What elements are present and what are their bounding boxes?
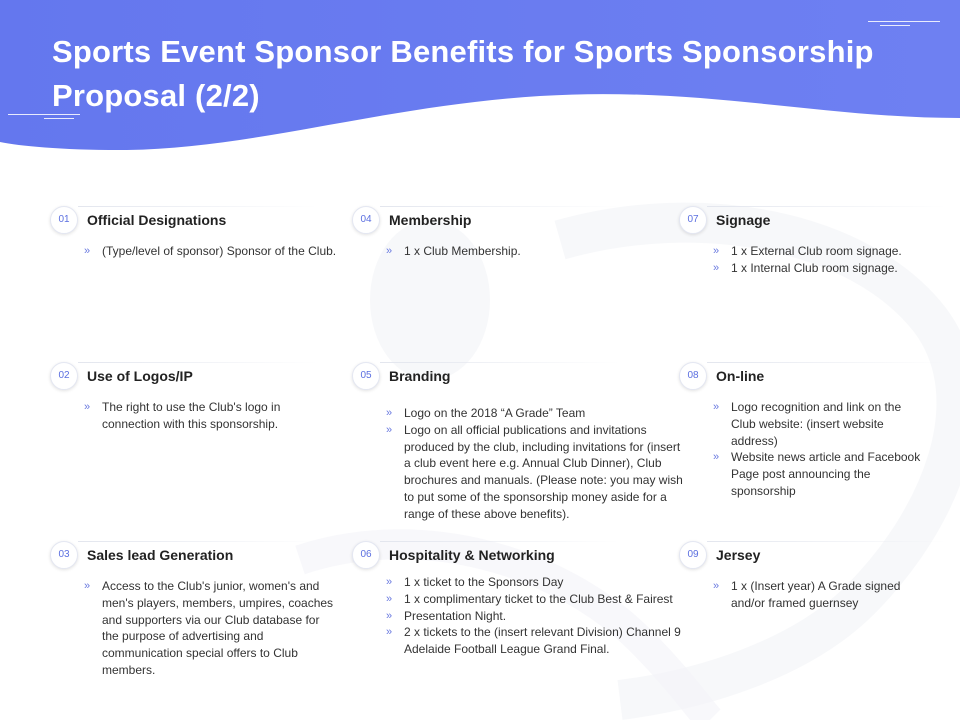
bullet-text: Logo on all official publications and invitations produced by the club, including invitations for (insert a club event here e.g. Annual Club Dinner), Club brochures and manuals. (Please note: you may wish to put some of the sponsorship money aside for a range of these above benefits). bbox=[404, 422, 683, 521]
bullet-item bbox=[713, 578, 923, 612]
heading-divider bbox=[707, 541, 947, 542]
bullet-item bbox=[386, 624, 686, 658]
bullet-list bbox=[713, 578, 923, 612]
bullet-text: 1 x Club Membership. bbox=[404, 244, 521, 258]
chevron-double-right-icon: » bbox=[713, 451, 720, 464]
bullet-item bbox=[386, 591, 686, 608]
chevron-double-right-icon: » bbox=[386, 576, 393, 588]
bullet-text: Access to the Club's junior, women's and men's players, members, umpires, coaches and supporters via our Club database for the purpose of advertising and communication special offers to Club members. bbox=[102, 579, 334, 677]
bullet-list bbox=[386, 574, 686, 658]
chevron-double-right-icon: » bbox=[386, 609, 393, 622]
bullet-item bbox=[84, 578, 339, 679]
item-number-badge: 01 bbox=[50, 206, 78, 234]
chevron-double-right-icon: » bbox=[386, 592, 393, 605]
bullet-item bbox=[713, 243, 923, 260]
bullet-list bbox=[386, 405, 686, 523]
heading-divider bbox=[78, 541, 318, 542]
bullet-item bbox=[386, 243, 686, 260]
bullet-text: The right to use the Club's logo in connection with this sponsorship. bbox=[102, 400, 281, 431]
item-heading: Sales lead Generation bbox=[87, 547, 234, 563]
decorative-line bbox=[880, 25, 910, 26]
bullet-item bbox=[386, 405, 686, 422]
bullet-list bbox=[84, 399, 339, 433]
bullet-list bbox=[84, 243, 339, 260]
heading-divider bbox=[380, 362, 620, 363]
item-heading: Use of Logos/IP bbox=[87, 368, 193, 384]
heading-divider bbox=[78, 362, 318, 363]
item-heading: On-line bbox=[716, 368, 765, 384]
heading-divider bbox=[380, 206, 620, 207]
chevron-double-right-icon: » bbox=[713, 580, 720, 592]
chevron-double-right-icon: » bbox=[84, 401, 91, 413]
item-number-badge: 09 bbox=[679, 541, 707, 569]
bullet-item bbox=[386, 608, 686, 625]
heading-divider bbox=[380, 541, 620, 542]
bullet-text: Presentation Night. bbox=[404, 608, 507, 623]
chevron-double-right-icon: » bbox=[84, 580, 91, 592]
slide-title: Sports Event Sponsor Benefits for Sports Sponsorship Proposal (2/2) bbox=[52, 34, 874, 113]
bullet-list bbox=[713, 399, 923, 500]
decorative-line bbox=[868, 21, 940, 22]
bullet-text: Logo on the 2018 “A Grade” Team bbox=[404, 406, 586, 420]
bullet-text: Logo recognition and link on the Club website: (insert website address) bbox=[731, 400, 902, 448]
item-number-badge: 08 bbox=[679, 362, 707, 390]
bullet-item bbox=[713, 260, 923, 277]
item-heading: Official Designations bbox=[87, 212, 227, 228]
item-number-badge: 07 bbox=[679, 206, 707, 234]
bullet-text: Website news article and Facebook Page post announcing the sponsorship bbox=[731, 450, 921, 498]
chevron-double-right-icon: » bbox=[386, 423, 393, 436]
bullet-list bbox=[386, 243, 686, 260]
item-heading: Branding bbox=[389, 368, 451, 384]
chevron-double-right-icon: » bbox=[386, 626, 393, 639]
decorative-line bbox=[44, 118, 74, 119]
chevron-double-right-icon: » bbox=[713, 401, 720, 413]
item-number-badge: 06 bbox=[352, 541, 380, 569]
bullet-item bbox=[713, 449, 923, 499]
heading-divider bbox=[78, 206, 318, 207]
bullet-text: 1 x External Club room signage. bbox=[731, 244, 902, 258]
chevron-double-right-icon: » bbox=[84, 245, 91, 257]
bullet-text: 1 x Internal Club room signage. bbox=[731, 260, 898, 275]
heading-divider bbox=[707, 206, 947, 207]
item-heading: Signage bbox=[716, 212, 771, 228]
item-number-badge: 02 bbox=[50, 362, 78, 390]
bullet-text: 1 x complimentary ticket to the Club Best & Fairest bbox=[404, 591, 673, 606]
item-heading: Membership bbox=[389, 212, 472, 228]
bullet-text: 1 x (Insert year) A Grade signed and/or framed guernsey bbox=[731, 579, 901, 610]
item-number-badge: 05 bbox=[352, 362, 380, 390]
bullet-text: 1 x ticket to the Sponsors Day bbox=[404, 575, 564, 589]
bullet-text: (Type/level of sponsor) Sponsor of the Club. bbox=[102, 244, 337, 258]
bullet-list bbox=[84, 578, 339, 679]
item-heading: Jersey bbox=[716, 547, 761, 563]
bullet-item bbox=[84, 399, 339, 433]
bullet-item bbox=[84, 243, 339, 260]
chevron-double-right-icon: » bbox=[386, 245, 393, 257]
chevron-double-right-icon: » bbox=[713, 245, 720, 257]
chevron-double-right-icon: » bbox=[713, 261, 720, 274]
bullet-item bbox=[386, 574, 686, 591]
bullet-item bbox=[713, 399, 923, 449]
heading-divider bbox=[707, 362, 947, 363]
bullet-item bbox=[386, 422, 686, 523]
chevron-double-right-icon: » bbox=[386, 407, 393, 419]
bullet-list bbox=[713, 243, 923, 277]
item-heading: Hospitality & Networking bbox=[389, 547, 555, 563]
item-number-badge: 03 bbox=[50, 541, 78, 569]
bullet-text: 2 x tickets to the (insert relevant Division) Channel 9 Adelaide Football League Grand Final. bbox=[404, 625, 681, 657]
item-number-badge: 04 bbox=[352, 206, 380, 234]
